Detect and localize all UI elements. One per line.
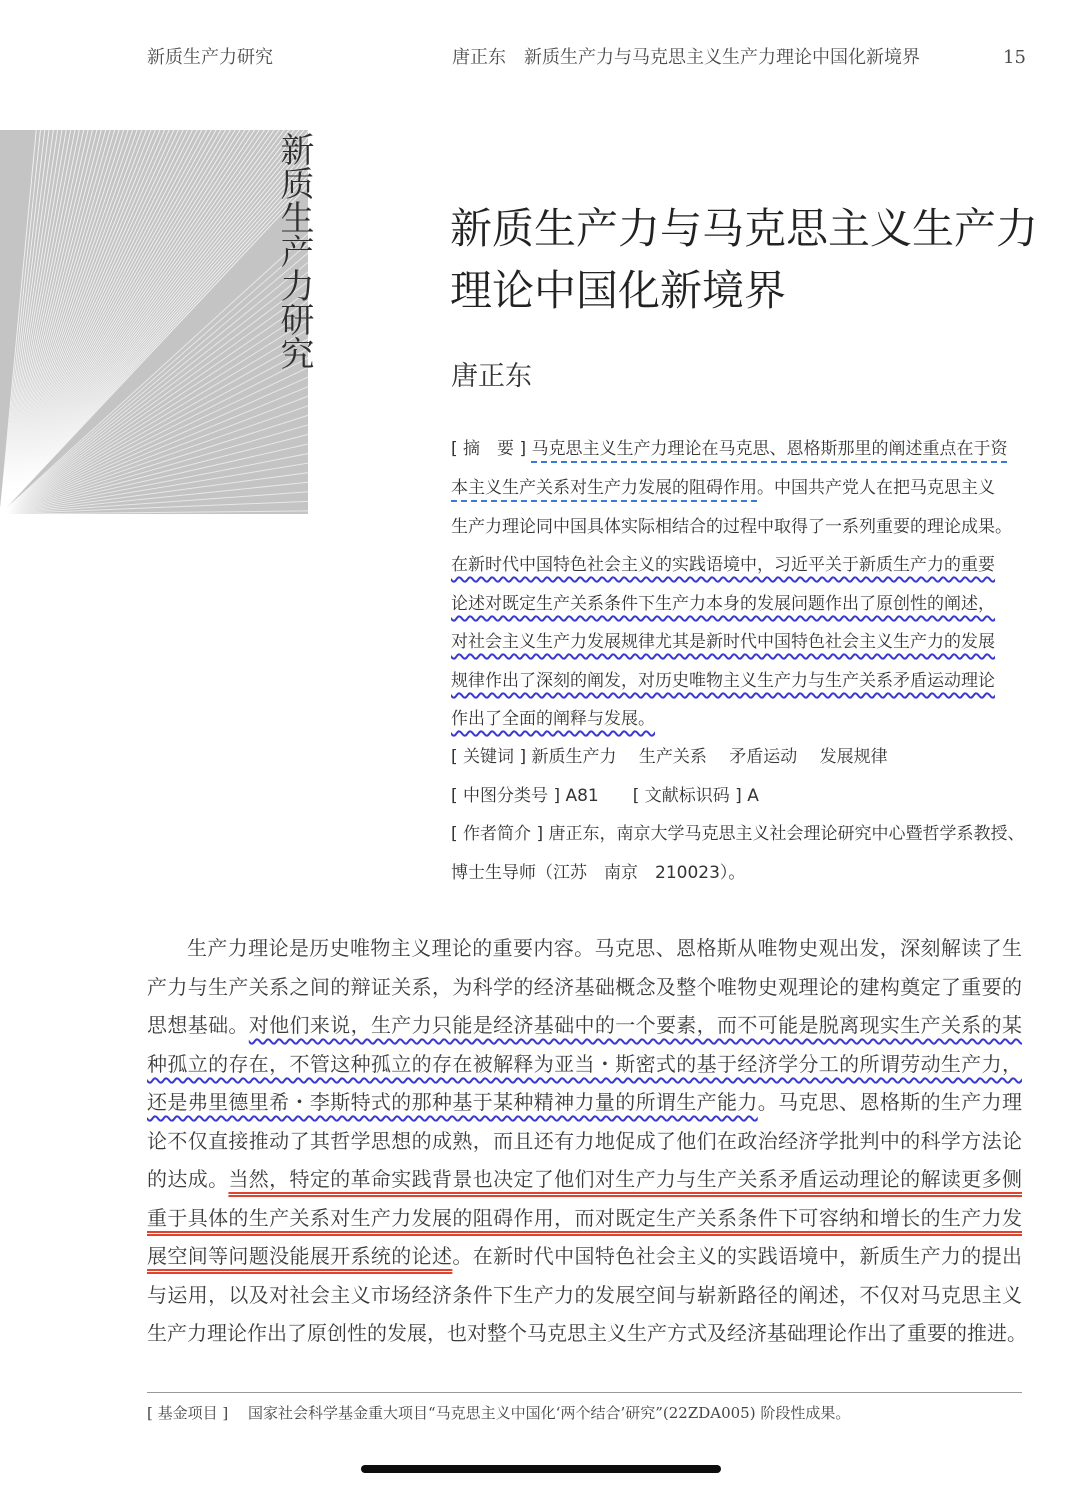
article-title [450, 198, 1040, 322]
author-bio: [ 作者简介 ] 唐正东，南京大学马克思主义社会理论研究中心暨哲学系教授、 [451, 824, 1025, 844]
body-line [147, 1204, 1022, 1232]
body-text: 。在新时代中国特色社会主义的实践语境中，新质生产力的提出 [452, 1244, 1023, 1268]
article-author: 唐正东 [451, 361, 532, 392]
article-title-line2: 理论中国化新境界 [450, 266, 787, 315]
abstract-line [451, 707, 1031, 731]
highlight-wavy: 在新时代中国特色社会主义的实践语境中，习近平关于新质生产力的重要 [451, 555, 995, 575]
body-line: 生产力理论是历史唯物主义理论的重要内容。马克思、恩格斯从唯物史观出发，深刻解读了生 [187, 936, 1022, 960]
footnote-label: [ 基金项目 ] [147, 1404, 229, 1422]
keywords: [ 关键词 ] 新质生产力 生产关系 矛盾运动 发展规律 [451, 747, 888, 767]
body-line [147, 1242, 1022, 1270]
abstract-text: 。中国共产党人在把马克思主义 [757, 478, 995, 498]
highlight-double-underline: 重于具体的生产关系对生产力发展的阻碍作用，而对既定生产关系条件下可容纳和增长的生产力发 [147, 1206, 1022, 1230]
highlight-wavy: 还是弗里德里希・李斯特式的那种基于某种精神力量的所谓生产能力 [147, 1090, 758, 1114]
body-line [147, 1165, 1022, 1193]
abstract-line [451, 669, 1031, 693]
author-bio: 博士生导师（江苏 南京 210023）。 [451, 863, 746, 883]
body-line [147, 1050, 1022, 1078]
highlight-dashed: 本主义生产关系对生产力发展的阻碍作用 [451, 478, 757, 502]
abstract-line [451, 592, 1031, 616]
article-title-line1: 新质生产力与马克思主义生产力 [450, 204, 1039, 253]
abstract-line [451, 630, 1031, 654]
highlight-wavy: 对他们来说，生产力只能是经济基础中的一个要素，而不可能是脱离现实生产关系的某 [248, 1013, 1023, 1037]
page-number: 15 [1003, 47, 1026, 68]
body-text: 的达成。 [147, 1167, 229, 1191]
running-header-journal: 新质生产力研究 [147, 47, 273, 68]
body-line [147, 1088, 1022, 1116]
body-line: 论不仅直接推动了其哲学思想的成熟，而且还有力地促成了他们在政治经济学批判中的科学方法论 [147, 1129, 1022, 1153]
abstract-line: 生产力理论同中国具体实际相结合的过程中取得了一系列重要的理论成果。 [451, 517, 1012, 537]
decorative-line-pattern [0, 130, 308, 514]
footnote-text: 国家社会科学基金重大项目“马克思主义中国化‘两个结合’研究”(22ZDA005) 阶段性成果。 [248, 1404, 851, 1422]
body-line: 与运用，以及对社会主义市场经济条件下生产力的发展空间与崭新路径的阐述，不仅对马克思主义 [147, 1283, 1022, 1307]
body-text: 思想基础。 [147, 1013, 249, 1037]
body-text: 。马克思、恩格斯的生产力理 [757, 1090, 1023, 1114]
abstract-line [451, 476, 1031, 500]
running-header-title: 唐正东 新质生产力与马克思主义生产力理论中国化新境界 [452, 47, 920, 68]
highlight-wavy: 对社会主义生产力发展规律尤其是新时代中国特色社会主义生产力的发展 [451, 632, 995, 652]
body-line: 生产力理论作出了原创性的发展，也对整个马克思主义生产方式及经济基础理论作出了重要的推进。 [147, 1321, 1027, 1345]
highlight-wavy: 作出了全面的阐释与发展。 [451, 709, 655, 729]
highlight-double-underline: 当然，特定的革命实践背景也决定了他们对生产力与生产关系矛盾运动理论的解读更多侧 [228, 1167, 1023, 1191]
highlight-wavy: 论述对既定生产关系条件下生产力本身的发展问题作出了原创性的阐述， [451, 594, 995, 614]
body-line [147, 1011, 1022, 1039]
abstract-line [451, 437, 1031, 461]
body-line: 产力与生产关系之间的辩证关系，为科学的经济基础概念及整个唯物史观理论的建构奠定了重要的 [147, 975, 1022, 999]
footnote-divider [147, 1392, 1022, 1393]
highlight-double-underline: 展空间等问题没能展开系统的论述 [147, 1244, 453, 1268]
abstract-line [451, 553, 1031, 577]
highlight-wavy: 规律作出了深刻的阐发，对历史唯物主义生产力与生产关系矛盾运动理论 [451, 671, 995, 691]
section-vertical-title: 新质生产力研究 [274, 132, 314, 370]
classification-codes: [ 中图分类号 ] A81 [ 文献标识码 ] A [451, 786, 759, 806]
abstract-label: [ 摘 要 ] [451, 439, 527, 459]
highlight-dashed: 马克思主义生产力理论在马克思、恩格斯那里的阐述重点在于资 [531, 439, 1007, 463]
home-indicator[interactable] [361, 1465, 721, 1473]
highlight-wavy: 种孤立的存在，不管这种孤立的存在被解释为亚当・斯密式的基于经济学分工的所谓劳动生产力， [147, 1052, 1022, 1076]
